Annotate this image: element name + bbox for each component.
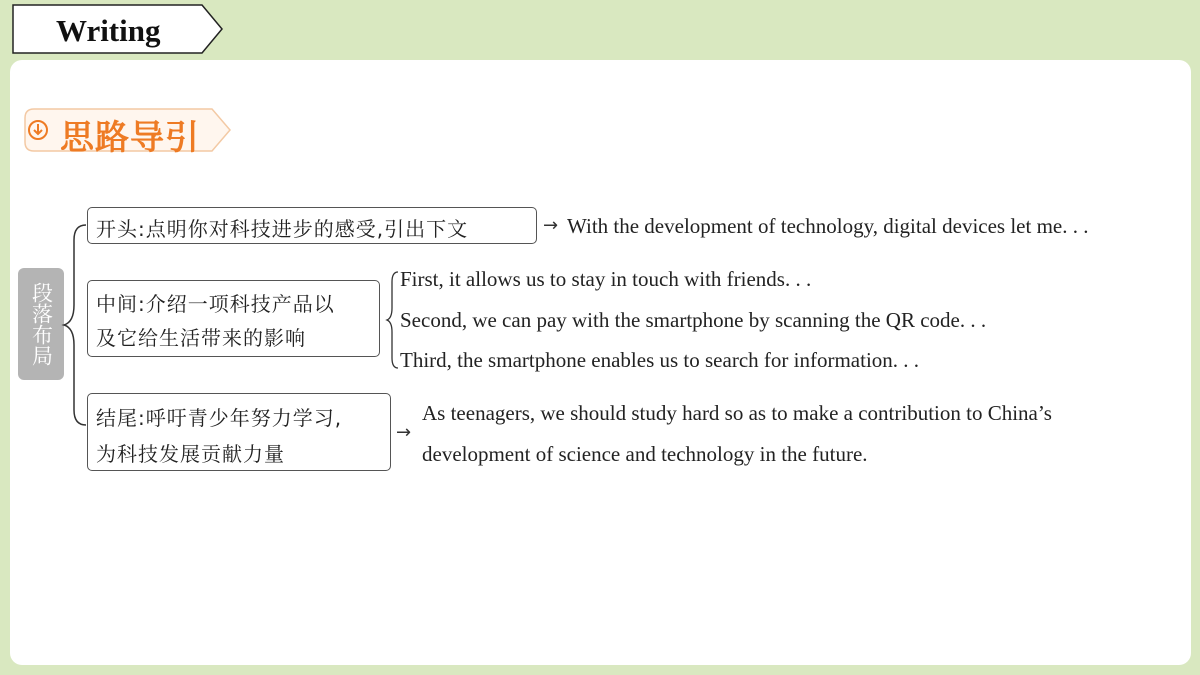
middle-box-line1: 中间:介绍一项科技产品以 bbox=[96, 292, 335, 316]
middle-item-1: First, it allows us to stay in touch with friends. . . bbox=[400, 267, 812, 291]
opening-text: With the development of technology, digital devices let me. . . bbox=[567, 214, 1089, 238]
ending-box-line2: 为科技发展贡献力量 bbox=[96, 442, 285, 466]
opening-box bbox=[87, 207, 537, 244]
ending-text-line1: As teenagers, we should study hard so as to make a contribution to China’s bbox=[422, 401, 1052, 425]
middle-item-3: Third, the smartphone enables us to search for information. . . bbox=[400, 348, 920, 372]
opening-box-text: 开头:点明你对科技进步的感受,引出下文 bbox=[96, 217, 469, 241]
ending-arrow: → bbox=[396, 422, 412, 443]
ending-text-line2: development of science and technology in the future. bbox=[422, 442, 868, 466]
opening-arrow: → bbox=[543, 215, 559, 236]
tab-label: Writing bbox=[56, 13, 161, 48]
middle-brace bbox=[387, 272, 398, 368]
ending-box-line1: 结尾:呼吁青少年努力学习, bbox=[96, 406, 343, 430]
layout-label-text: 段落布局 bbox=[29, 282, 54, 366]
section-title: 思路导引 bbox=[60, 118, 200, 158]
ending-box bbox=[87, 393, 391, 471]
middle-item-2: Second, we can pay with the smartphone by scanning the QR code. . . bbox=[400, 308, 987, 332]
middle-box bbox=[87, 280, 380, 357]
middle-box-line2: 及它给生活带来的影响 bbox=[96, 326, 306, 350]
main-brace bbox=[64, 225, 86, 425]
